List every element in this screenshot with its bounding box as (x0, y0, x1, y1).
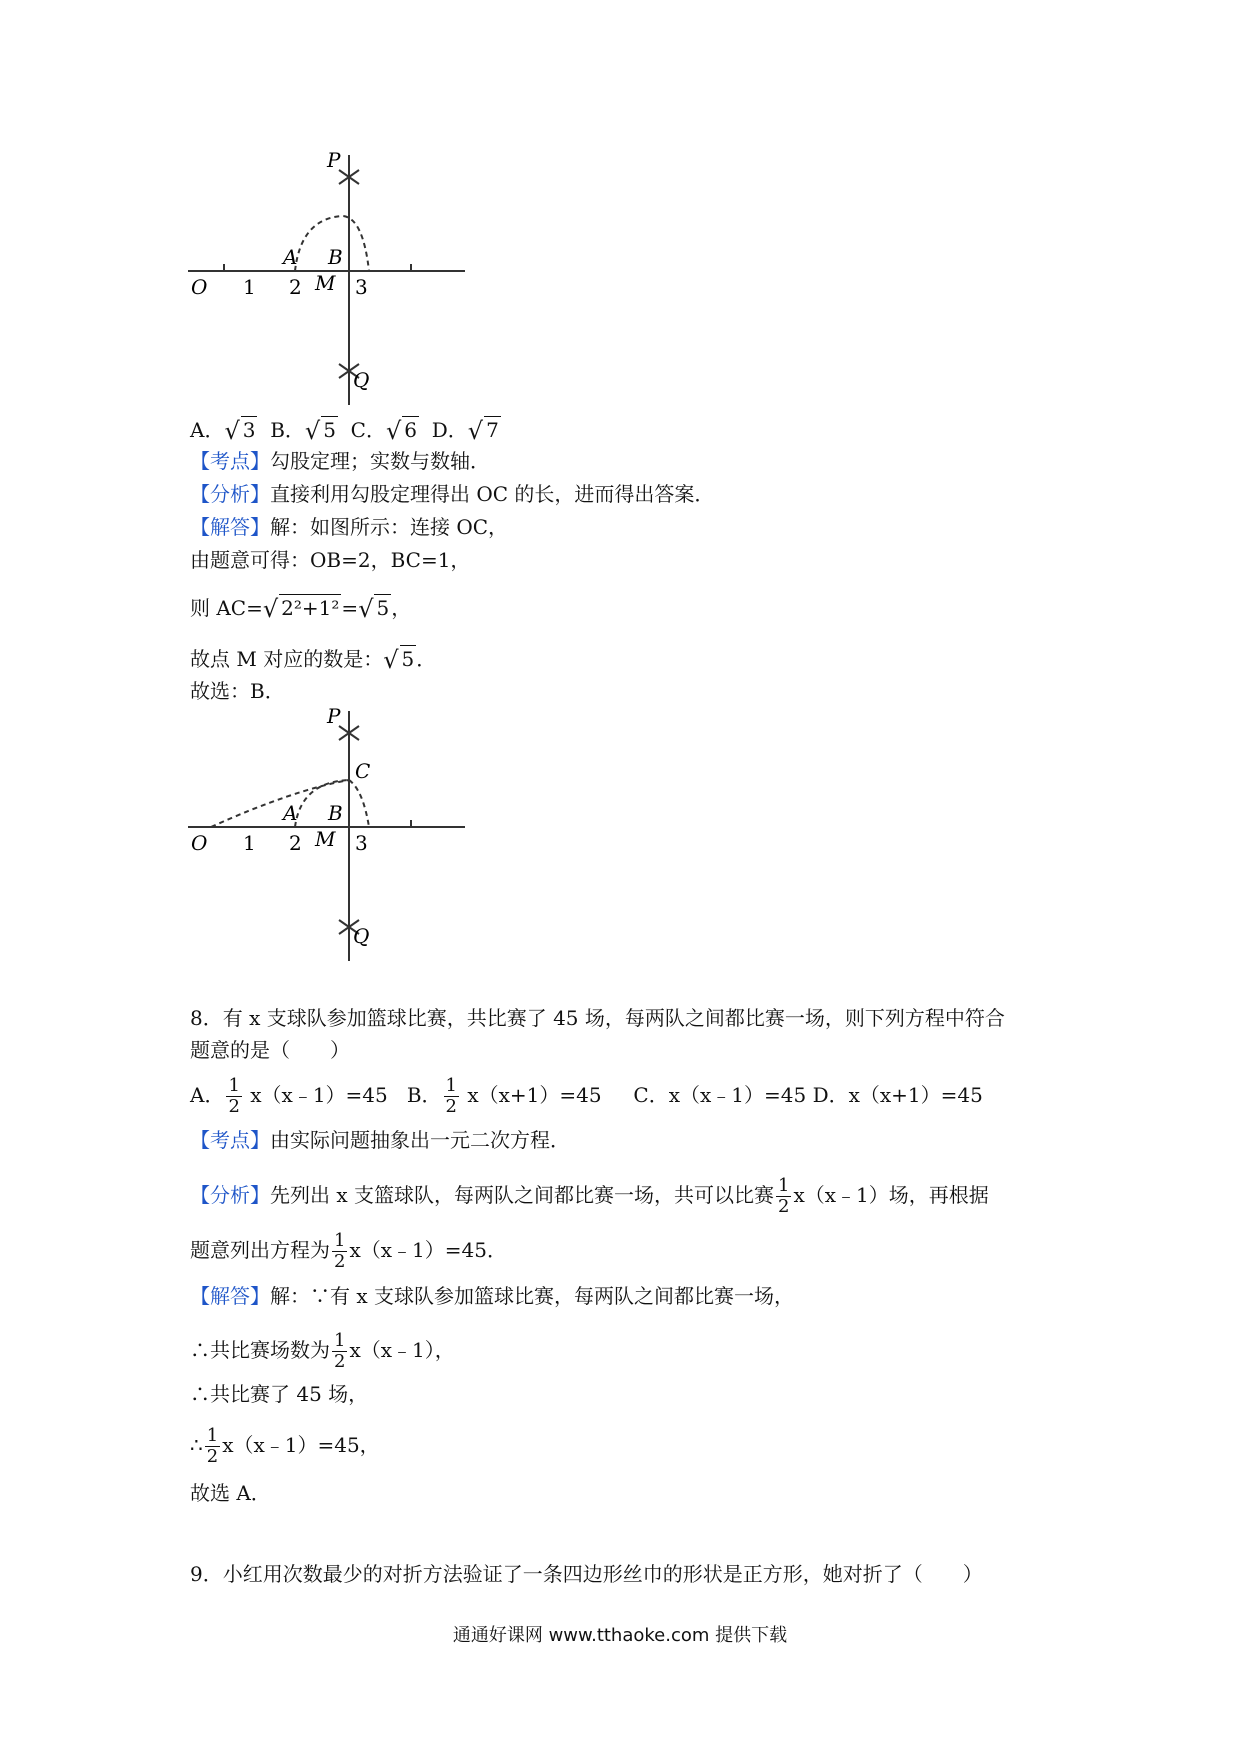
option-c-label: C． (350, 418, 386, 442)
fraction (444, 1076, 459, 1117)
result-value: 5 (376, 596, 390, 620)
option-c-text: C．x（x﹣1）=45 (633, 1083, 807, 1107)
label-o: O (191, 275, 208, 299)
option-d-text: D．x（x+1）=45 (812, 1083, 983, 1107)
option-a-label: A． (190, 418, 225, 442)
sqrt-icon: √ (358, 595, 374, 623)
frac-num: 1 (228, 1075, 240, 1096)
fenxi-text: 直接利用勾股定理得出 OC 的长，进而得出答案． (270, 482, 715, 506)
frac-num: 1 (445, 1075, 457, 1096)
label-1: 1 (243, 275, 256, 299)
label-2: 2 (289, 275, 302, 299)
label-p: P (327, 150, 341, 172)
step3-tail: x（x﹣1）=45， (222, 1433, 380, 1457)
line3-value: 5 (401, 647, 415, 671)
q8-step-4: 故选 A． (190, 1481, 271, 1505)
radicand: 2²+1² (281, 596, 340, 620)
line3-end: ． (416, 647, 437, 671)
frac-den: 2 (445, 1096, 457, 1117)
step1-tail: x（x﹣1）， (349, 1338, 455, 1362)
fenxi2-prefix: 题意列出方程为 (190, 1238, 330, 1262)
kaodian-tag: 【考点】 (190, 1128, 270, 1152)
label-p: P (327, 706, 341, 728)
fraction (205, 1426, 220, 1467)
step1-prefix: ∴共比赛场数为 (190, 1338, 330, 1362)
q8-options (190, 1076, 983, 1117)
frac-num: 1 (334, 1330, 346, 1351)
label-1: 1 (243, 831, 256, 855)
frac-den: 2 (206, 1446, 219, 1467)
line2-prefix: 则 AC= (190, 596, 263, 620)
number-line-figure-1 (183, 150, 473, 410)
q7-kaodian (190, 448, 490, 474)
equals: = (341, 596, 359, 620)
q8-jieda (190, 1283, 794, 1309)
jieda-text: 解：如图所示：连接 OC， (270, 515, 509, 539)
fenxi-text-2: x（x﹣1）场，再根据 (793, 1183, 989, 1207)
fenxi-text: 先列出 x 支篮球队，每两队之间都比赛一场，共可以比赛 (270, 1183, 774, 1207)
label-2: 2 (289, 831, 302, 855)
q7-jieda (190, 514, 508, 540)
jieda-text: 解：∵有 x 支球队参加篮球比赛，每两队之间都比赛一场， (270, 1284, 794, 1308)
option-d-label: D． (431, 418, 468, 442)
frac-num: 1 (206, 1425, 219, 1446)
page-footer: 通通好课网 www.tthaoke.com 提供下载 (452, 1625, 788, 1646)
kaodian-text: 由实际问题抽象出一元二次方程． (270, 1128, 570, 1152)
q7-line4: 故选：B． (190, 679, 285, 703)
label-q: Q (353, 368, 370, 392)
q8-step-1 (190, 1331, 455, 1372)
q8-stem-2: 题意的是（ ） (190, 1038, 350, 1062)
number-line-figure-2 (183, 706, 473, 966)
jieda-tag: 【解答】 (190, 1284, 270, 1308)
fenxi2-tail: x（x﹣1）=45． (349, 1238, 507, 1262)
q7-line3 (190, 645, 436, 673)
label-q: Q (353, 924, 370, 948)
frac-num: 1 (778, 1175, 790, 1196)
fraction (776, 1176, 791, 1217)
option-d-value: 7 (486, 418, 499, 442)
q8-fenxi (190, 1176, 989, 1217)
fraction (332, 1331, 347, 1372)
label-3: 3 (355, 831, 368, 855)
frac-den: 2 (334, 1351, 346, 1372)
fraction (332, 1231, 347, 1272)
q7-line1: 由题意可得：OB=2，BC=1， (190, 548, 471, 572)
label-m: M (315, 271, 336, 295)
fraction (226, 1076, 241, 1117)
line2-end: ， (391, 596, 412, 620)
q8-step-3 (190, 1426, 380, 1467)
option-b-label: B． (406, 1083, 442, 1107)
label-c: C (355, 759, 371, 783)
q8-step-2: ∴共比赛了 45 场， (190, 1382, 369, 1406)
option-a-label: A． (190, 1083, 225, 1107)
label-b: B (328, 801, 343, 825)
line3-prefix: 故点 M 对应的数是： (190, 647, 384, 671)
frac-den: 2 (228, 1096, 240, 1117)
q9-stem: 9．小红用次数最少的对折方法验证了一条四边形丝巾的形状是正方形，她对折了（ ） (190, 1562, 983, 1586)
jieda-tag: 【解答】 (190, 515, 270, 539)
option-c-value: 6 (404, 418, 417, 442)
q7-fenxi (190, 481, 714, 507)
option-b-label: B． (270, 418, 305, 442)
label-a: A (283, 801, 298, 825)
label-b: B (328, 245, 343, 269)
sqrt-icon: √ (262, 595, 279, 623)
q8-kaodian (190, 1127, 570, 1153)
label-a: A (283, 245, 298, 269)
frac-den: 2 (778, 1196, 790, 1217)
q8-fenxi-2 (190, 1231, 507, 1272)
sqrt-icon: √ (224, 417, 240, 445)
label-3: 3 (355, 275, 368, 299)
sqrt-icon: √ (467, 417, 484, 445)
fenxi-tag: 【分析】 (190, 1183, 270, 1207)
step3-prefix: ∴ (190, 1433, 203, 1457)
option-b-text: x（x+1）=45 (467, 1083, 602, 1107)
fenxi-tag: 【分析】 (190, 482, 270, 506)
kaodian-tag: 【考点】 (190, 449, 270, 473)
frac-num: 1 (334, 1230, 346, 1251)
kaodian-text: 勾股定理；实数与数轴． (270, 449, 490, 473)
option-a-value: 3 (242, 418, 256, 442)
option-a-text: x（x﹣1）=45 (250, 1083, 388, 1107)
frac-den: 2 (334, 1251, 346, 1272)
sqrt-icon: √ (385, 417, 402, 445)
q7-options (190, 416, 501, 444)
label-m: M (315, 827, 336, 851)
label-o: O (191, 831, 208, 855)
q8-stem-1: 8．有 x 支球队参加篮球比赛，共比赛了 45 场，每两队之间都比赛一场，则下列方程中符合 (190, 1006, 1005, 1030)
sqrt-icon: √ (304, 417, 321, 445)
sqrt-icon: √ (383, 646, 399, 674)
option-b-value: 5 (323, 418, 336, 442)
q7-line2 (190, 594, 411, 622)
